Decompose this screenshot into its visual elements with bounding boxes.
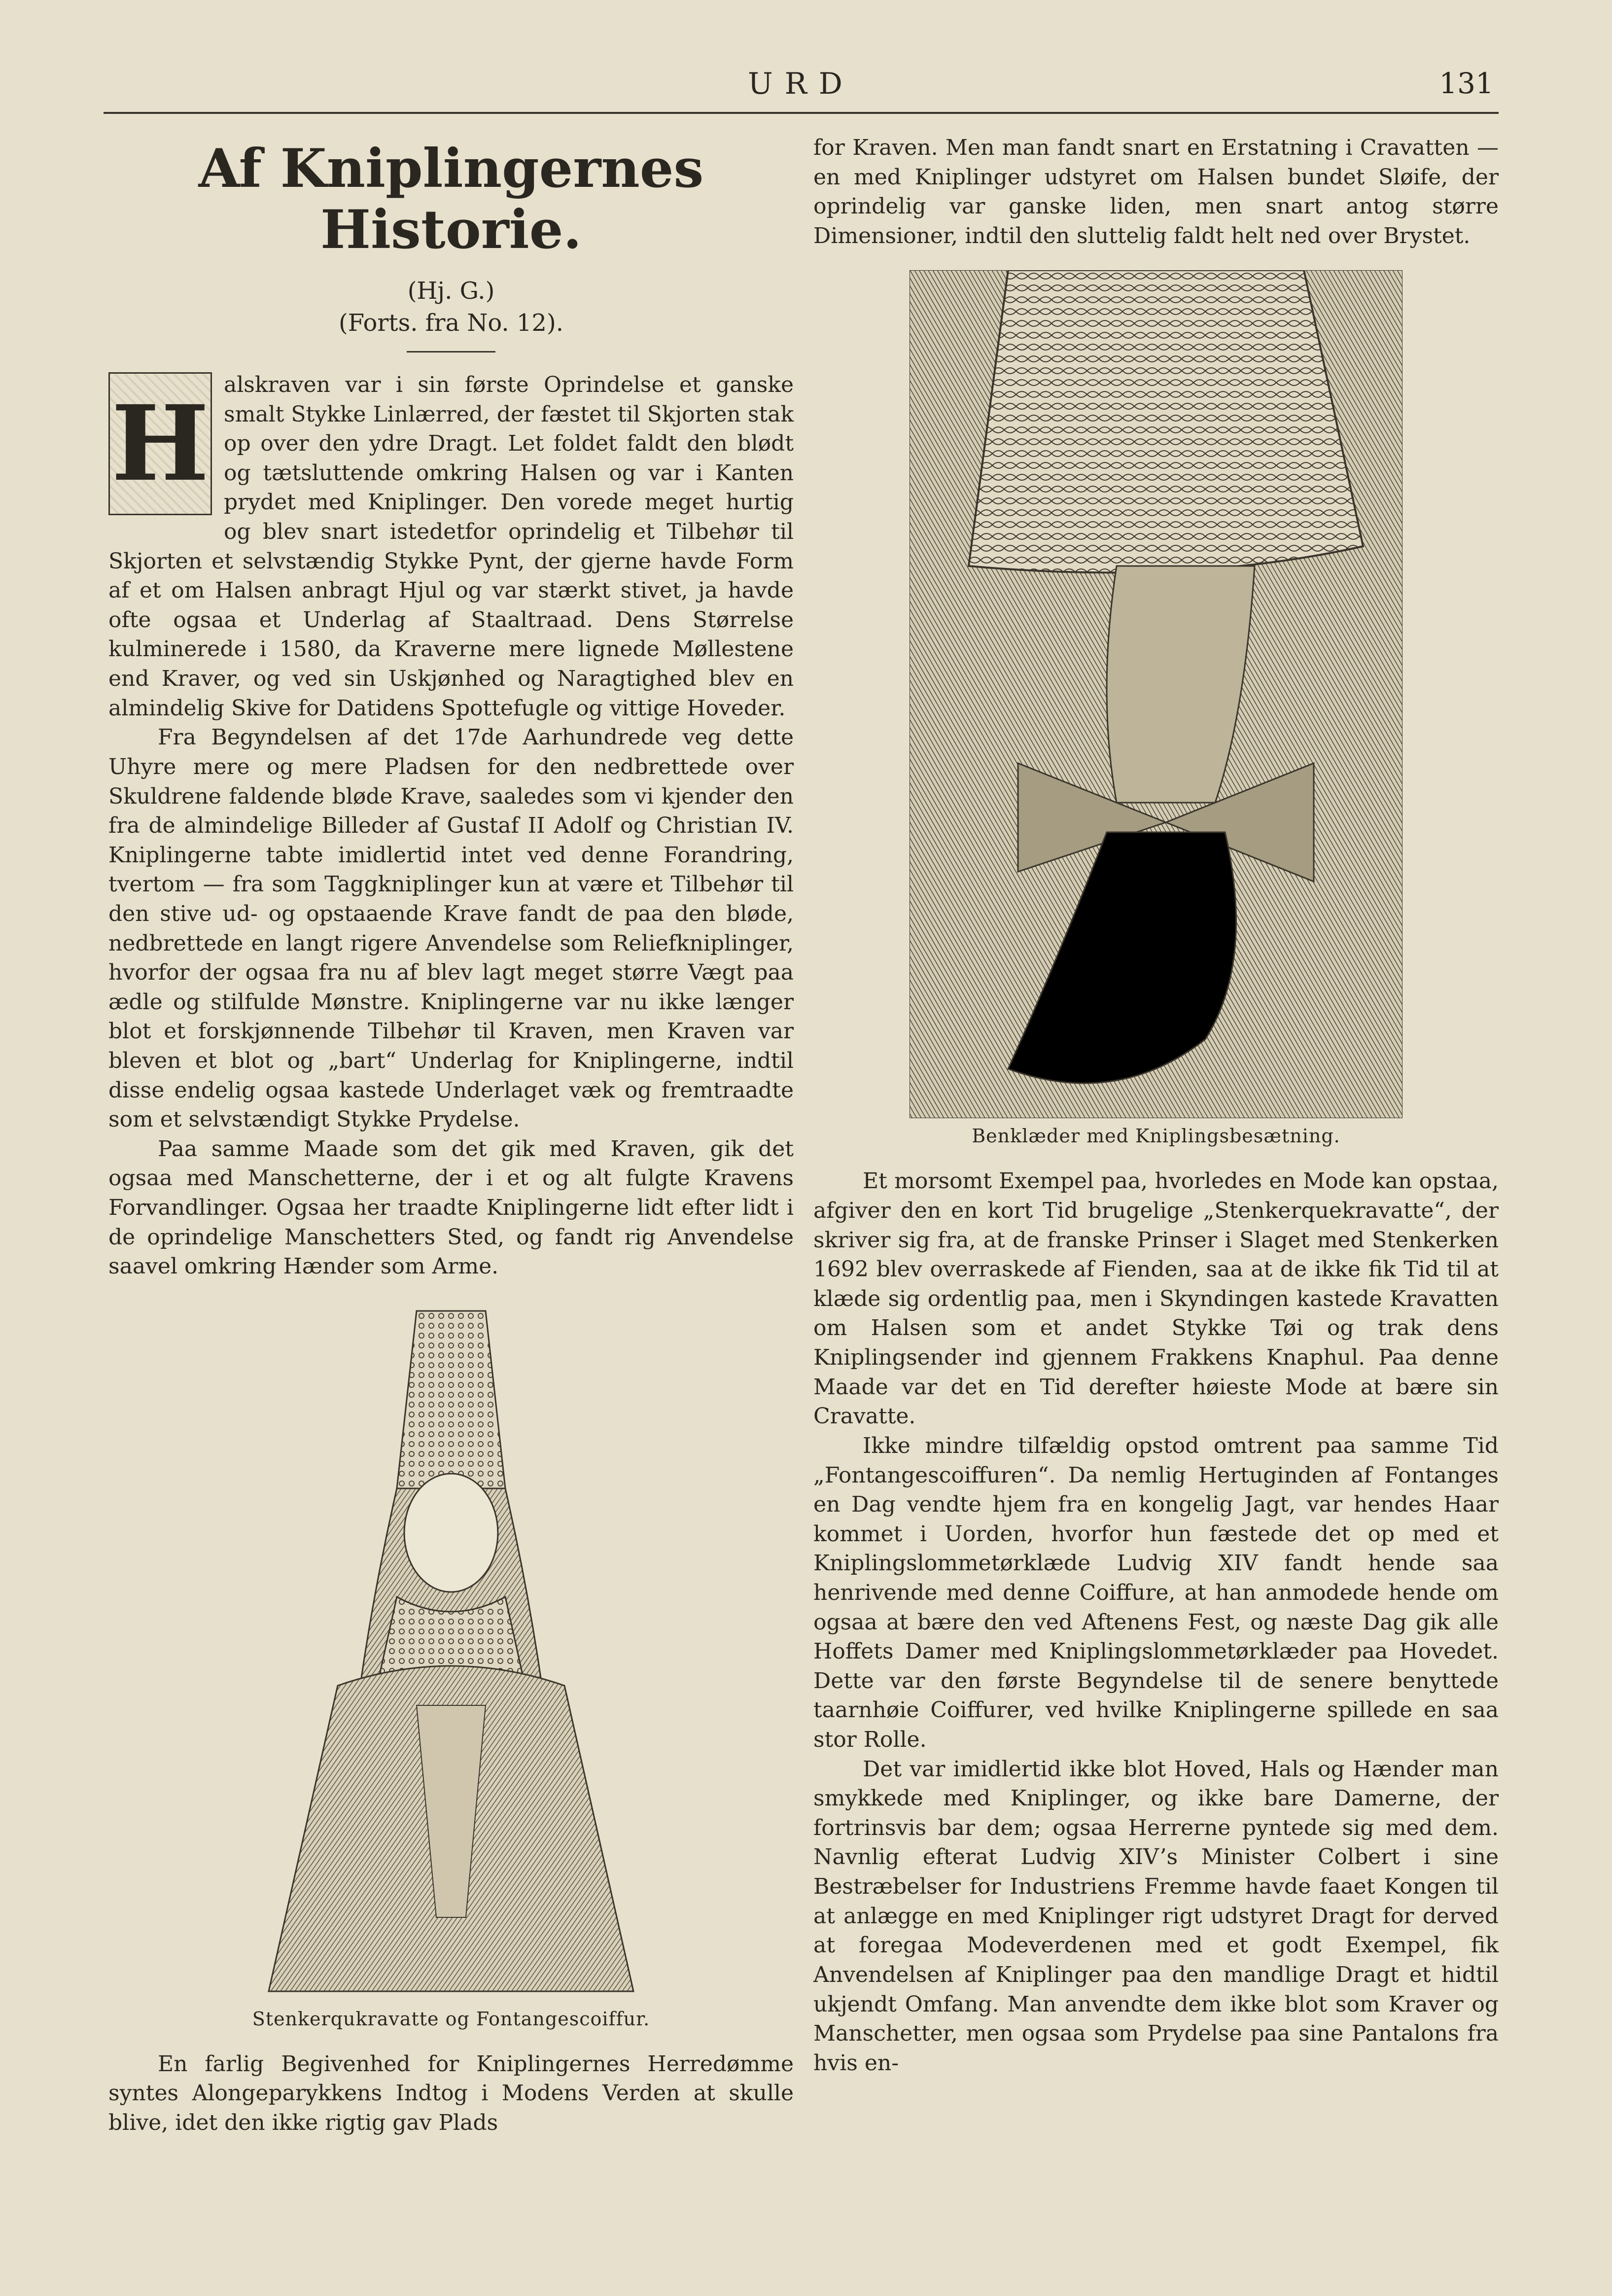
right-figure-caption: Benklæder med Kniplingsbesætning. [972, 1125, 1340, 1147]
breeches-figure [910, 270, 1402, 1147]
paragraph-1-text: alskraven var i sin første Oprindelse et ganske smalt Stykke Linlærred, der fæstet til Skjorten stak op over den ydre Dragt. Let foldet faldt den blødt og tætsluttende omkring Halsen og var i Kanten prydet med Kniplinger. Den vorede meget hurtig og blev snart istedetfor oprindelig et Tilbehør til Skjorten et selvstændig Stykke Pynt, der gjerne havde Form af et om Halsen anbragt Hjul og var stærkt stivet, ja havde ofte ogsaa et Underlag af Staaltraad. Dens Størrelse kulminerede i 1580, da Kraverne mere lignede Møllestene end Kraver, og ved sin Uskjønhed og Naragtighed blev en almindelig Skive for Datidens Spottefugle og vittige Hoveder. [108, 372, 794, 721]
paragraph-6: Ikke mindre tilfældig opstod omtrent paa samme Tid „Fontangescoiffuren“. Da nemlig Hertuginden af Fontanges en Dag vendte hjem fra en kongelig Jagt, var hendes Haar kommet i Uorden, hvorfor hun fæstede det op med et Kniplingslommetørklæde Ludvig XIV fandt hende saa henrivende med denne Coiffure, at han anmodede hende om ogsaa at bære den ved Aftenens Fest, og næste Dag gik alle Hoffets Damer med Kniplingslommetørklæder paa Hovedet. Dette var den første Begyndelse til de senere benyttede taarnhøie Coiffurer, ved hvilke Kniplingerne spillede en saa stor Rolle. [813, 1433, 1499, 1753]
paragraph-7: Det var imidlertid ikke blot Hoved, Hals og Hænder man smykkede med Kniplinger, og ikke bare Damerne, der fortrinsvis bar dem; ogsaa Herrerne pyntede sig med dem. Navnlig efterat Ludvig XIV’s Minister Colbert i sine Bestræbelser for Industriens Fremme havde faaet Kongen til at anlægge en med Kniplinger rigt udstyret Dragt for derved at foregaa Modeverdenen med et godt Exempel, fik Anvendelsen af Kniplinger paa den mandlige Dragt et hidtil ukjendt Omfang. Man anvendte dem ikke blot som Kraver og Manschetter, men ogsaa som Prydelse paa sine Pantalons fra hvis en- [813, 1756, 1499, 2076]
paragraph-2: Fra Begyndelsen af det 17de Aarhundrede veg dette Uhyre mere og mere Pladsen for den nedbrettede over Skuldrene faldende bløde Krave, saaledes som vi kjender den fra de almindelige Billeder af Gustaf II Adolf og Christian IV. Kniplingerne tabte imidlertid intet ved denne Forandring, tvertom — fra som Taggkniplinger kun at være et Tilbehør til den stive ud- og opstaaende Krave fandt de paa den bløde, nedbrettede en langt rigere Anvendelse som Reliefkniplinger, hvorfor der ogsaa fra nu af blev lagt meget større Vægt paa ædle og stilfulde Mønstre. Kniplingerne var nu ikke længer blot et forskjønnende Tilbehør til Kraven, men Kraven var bleven et blot og „bart“ Underlag for Kniplingerne, indtil disse endelig ogsaa kastede Underlaget væk og fremtraadte som et selvstændigt Stykke Prydelse. [108, 725, 794, 1132]
page-number: 131 [1439, 67, 1494, 100]
ornamental-dropcap: H [108, 372, 212, 515]
paragraph-5: Et morsomt Exempel paa, hvorledes en Mode kan opstaa, afgiver den en kort Tid brugelige „Stenkerquekravatte“, der skriver sig fra, at de franske Prinser i Slaget med Stenkerken 1692 blev overraskede af Fienden, saa at de ikke fik Tid til at klæde sig ordentlig paa, men i Skyndingen kastede Kravatten om Halsen som et andet Stykke Tøi og trak dens Kniplingsender ind gjennem Frakkens Knaphul. Paa denne Maade var det en Tid derefter høieste Mode at bære sin Cravatte. [813, 1168, 1499, 1429]
paragraph-continued: for Kraven. Men man fandt snart en Erstatning i Cravatten — en med Kniplinger udstyret om Halsen bundet Sløife, der oprindelig var ganske liden, men snart antog større Dimensioner, indtil den sluttelig faldt helt ned over Brystet. [813, 135, 1499, 248]
fontanges-engraving-illustration [210, 1301, 693, 2001]
paragraph-4: En farlig Begivenhed for Kniplingernes Herredømme syntes Alongeparykkens Indtog i Modens Verden at skulle blive, idet den ikke rigtig gav Plads [108, 2051, 794, 2136]
paragraph-3: Paa samme Maade som det gik med Kraven, gik det ogsaa med Manschetterne, der i et og alt fulgte Kravens Forvandlinger. Ogsaa her traadte Kniplingerne lidt efter lidt i de oprindelige Manschetters Sted, og fandt rig Anvendelse saavel omkring Hænder som Arme. [108, 1136, 794, 1279]
header-rule [104, 112, 1499, 114]
left-column [108, 133, 794, 2138]
breeches-engraving-illustration [910, 270, 1402, 1118]
author: (Hj. G.) [407, 277, 495, 305]
paragraph-1 [108, 370, 794, 723]
magazine-title: URD [748, 67, 854, 101]
continuation-note: (Forts. fra No. 12). [339, 309, 563, 337]
right-column [813, 133, 1499, 2078]
fontanges-figure [210, 1301, 693, 2030]
left-figure-caption: Stenkerqukravatte og Fontangescoiffur. [252, 2008, 650, 2030]
title-divider [407, 351, 495, 353]
running-head [104, 67, 1499, 116]
article-title: Af Kniplingernes Historie. [198, 138, 704, 261]
